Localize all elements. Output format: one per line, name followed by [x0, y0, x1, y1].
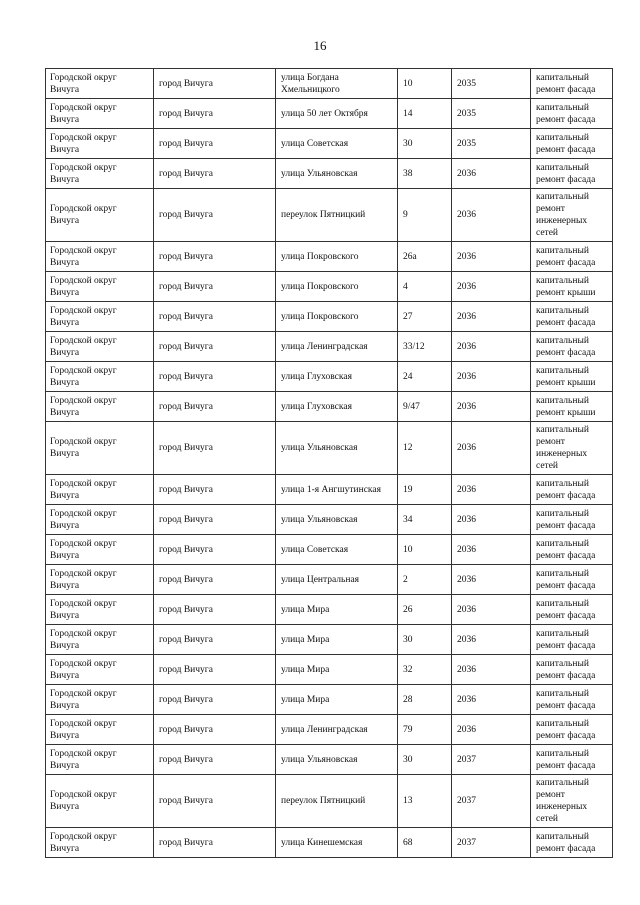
table-row [46, 565, 613, 595]
house-number-cell: 30 [398, 625, 452, 655]
city-cell: город Вичуга [154, 685, 276, 715]
house-number-cell: 12 [398, 422, 452, 475]
city-cell: город Вичуга [154, 129, 276, 159]
city-cell: город Вичуга [154, 655, 276, 685]
year-cell: 2036 [452, 159, 531, 189]
work-type-cell: капитальный ремонт фасада [531, 828, 613, 858]
year-cell: 2037 [452, 828, 531, 858]
work-type-cell: капитальный ремонт фасада [531, 302, 613, 332]
house-number-cell: 79 [398, 715, 452, 745]
street-cell: улица 1-я Ангшутинская [276, 475, 398, 505]
house-number-cell: 33/12 [398, 332, 452, 362]
district-cell: Городской округ Вичуга [46, 69, 154, 99]
table-row [46, 129, 613, 159]
city-cell: город Вичуга [154, 775, 276, 828]
district-cell: Городской округ Вичуга [46, 332, 154, 362]
year-cell: 2035 [452, 129, 531, 159]
city-cell: город Вичуга [154, 272, 276, 302]
street-cell: улица Ленинградская [276, 715, 398, 745]
table-row [46, 189, 613, 242]
table-row [46, 625, 613, 655]
city-cell: город Вичуга [154, 69, 276, 99]
work-type-cell: капитальный ремонт фасада [531, 715, 613, 745]
district-cell: Городской округ Вичуга [46, 745, 154, 775]
street-cell: улица Ульяновская [276, 745, 398, 775]
work-type-cell: капитальный ремонт крыши [531, 272, 613, 302]
house-number-cell: 28 [398, 685, 452, 715]
district-cell: Городской округ Вичуга [46, 272, 154, 302]
year-cell: 2036 [452, 422, 531, 475]
district-cell: Городской округ Вичуга [46, 422, 154, 475]
work-type-cell: капитальный ремонт фасада [531, 595, 613, 625]
work-type-cell: капитальный ремонт фасада [531, 332, 613, 362]
year-cell: 2036 [452, 302, 531, 332]
year-cell: 2037 [452, 775, 531, 828]
work-type-cell: капитальный ремонт фасада [531, 565, 613, 595]
district-cell: Городской округ Вичуга [46, 362, 154, 392]
street-cell: улица Мира [276, 655, 398, 685]
table-row [46, 505, 613, 535]
work-type-cell: капитальный ремонт фасада [531, 655, 613, 685]
district-cell: Городской округ Вичуга [46, 625, 154, 655]
year-cell: 2035 [452, 99, 531, 129]
city-cell: город Вичуга [154, 745, 276, 775]
house-number-cell: 14 [398, 99, 452, 129]
house-number-cell: 38 [398, 159, 452, 189]
city-cell: город Вичуга [154, 362, 276, 392]
street-cell: улица Ульяновская [276, 159, 398, 189]
street-cell: переулок Пятницкий [276, 189, 398, 242]
district-cell: Городской округ Вичуга [46, 99, 154, 129]
house-number-cell: 27 [398, 302, 452, 332]
repair-schedule-table [45, 68, 613, 858]
year-cell: 2036 [452, 505, 531, 535]
district-cell: Городской округ Вичуга [46, 775, 154, 828]
district-cell: Городской округ Вичуга [46, 565, 154, 595]
work-type-cell: капитальный ремонт крыши [531, 362, 613, 392]
city-cell: город Вичуга [154, 302, 276, 332]
year-cell: 2036 [452, 535, 531, 565]
district-cell: Городской округ Вичуга [46, 505, 154, 535]
table-row [46, 475, 613, 505]
street-cell: улица 50 лет Октября [276, 99, 398, 129]
house-number-cell: 10 [398, 535, 452, 565]
city-cell: город Вичуга [154, 475, 276, 505]
city-cell: город Вичуга [154, 535, 276, 565]
city-cell: город Вичуга [154, 242, 276, 272]
street-cell: улица Ульяновская [276, 505, 398, 535]
table-row [46, 302, 613, 332]
year-cell: 2036 [452, 715, 531, 745]
table-row [46, 745, 613, 775]
street-cell: улица Глуховская [276, 362, 398, 392]
year-cell: 2036 [452, 242, 531, 272]
work-type-cell: капитальный ремонт крыши [531, 392, 613, 422]
table-row [46, 715, 613, 745]
table-row [46, 422, 613, 475]
house-number-cell: 24 [398, 362, 452, 392]
house-number-cell: 9 [398, 189, 452, 242]
page-number: 16 [313, 38, 327, 53]
table-row [46, 332, 613, 362]
table-row [46, 392, 613, 422]
city-cell: город Вичуга [154, 505, 276, 535]
year-cell: 2036 [452, 595, 531, 625]
house-number-cell: 10 [398, 69, 452, 99]
street-cell: улица Глуховская [276, 392, 398, 422]
street-cell: улица Мира [276, 625, 398, 655]
work-type-cell: капитальный ремонт фасада [531, 745, 613, 775]
city-cell: город Вичуга [154, 159, 276, 189]
street-cell: улица Мира [276, 595, 398, 625]
table-row [46, 69, 613, 99]
city-cell: город Вичуга [154, 715, 276, 745]
year-cell: 2036 [452, 625, 531, 655]
city-cell: город Вичуга [154, 392, 276, 422]
work-type-cell: капитальный ремонт инженерных сетей [531, 775, 613, 828]
city-cell: город Вичуга [154, 565, 276, 595]
table-row [46, 655, 613, 685]
street-cell: переулок Пятницкий [276, 775, 398, 828]
table-row [46, 159, 613, 189]
district-cell: Городской округ Вичуга [46, 475, 154, 505]
street-cell: улица Советская [276, 129, 398, 159]
district-cell: Городской округ Вичуга [46, 535, 154, 565]
year-cell: 2036 [452, 272, 531, 302]
work-type-cell: капитальный ремонт фасада [531, 242, 613, 272]
table-row [46, 595, 613, 625]
street-cell: улица Ленинградская [276, 332, 398, 362]
house-number-cell: 9/47 [398, 392, 452, 422]
city-cell: город Вичуга [154, 828, 276, 858]
work-type-cell: капитальный ремонт фасада [531, 129, 613, 159]
house-number-cell: 26 [398, 595, 452, 625]
street-cell: улица Богдана Хмельницкого [276, 69, 398, 99]
year-cell: 2036 [452, 475, 531, 505]
work-type-cell: капитальный ремонт фасада [531, 475, 613, 505]
year-cell: 2036 [452, 392, 531, 422]
house-number-cell: 68 [398, 828, 452, 858]
street-cell: улица Центральная [276, 565, 398, 595]
year-cell: 2035 [452, 69, 531, 99]
district-cell: Городской округ Вичуга [46, 189, 154, 242]
table-row [46, 242, 613, 272]
year-cell: 2036 [452, 189, 531, 242]
work-type-cell: капитальный ремонт фасада [531, 159, 613, 189]
street-cell: улица Мира [276, 685, 398, 715]
street-cell: улица Кинешемская [276, 828, 398, 858]
year-cell: 2037 [452, 745, 531, 775]
work-type-cell: капитальный ремонт фасада [531, 685, 613, 715]
city-cell: город Вичуга [154, 99, 276, 129]
work-type-cell: капитальный ремонт инженерных сетей [531, 189, 613, 242]
house-number-cell: 32 [398, 655, 452, 685]
district-cell: Городской округ Вичуга [46, 828, 154, 858]
year-cell: 2036 [452, 332, 531, 362]
year-cell: 2036 [452, 685, 531, 715]
table-row [46, 535, 613, 565]
house-number-cell: 26а [398, 242, 452, 272]
table-row [46, 99, 613, 129]
city-cell: город Вичуга [154, 189, 276, 242]
table-body [46, 69, 613, 858]
city-cell: город Вичуга [154, 332, 276, 362]
house-number-cell: 34 [398, 505, 452, 535]
table-row [46, 685, 613, 715]
house-number-cell: 19 [398, 475, 452, 505]
street-cell: улица Советская [276, 535, 398, 565]
work-type-cell: капитальный ремонт фасада [531, 69, 613, 99]
house-number-cell: 2 [398, 565, 452, 595]
house-number-cell: 30 [398, 129, 452, 159]
street-cell: улица Покровского [276, 302, 398, 332]
house-number-cell: 4 [398, 272, 452, 302]
city-cell: город Вичуга [154, 625, 276, 655]
district-cell: Городской округ Вичуга [46, 129, 154, 159]
work-type-cell: капитальный ремонт фасада [531, 625, 613, 655]
street-cell: улица Покровского [276, 242, 398, 272]
work-type-cell: капитальный ремонт фасада [531, 505, 613, 535]
work-type-cell: капитальный ремонт инженерных сетей [531, 422, 613, 475]
year-cell: 2036 [452, 655, 531, 685]
work-type-cell: капитальный ремонт фасада [531, 99, 613, 129]
city-cell: город Вичуга [154, 595, 276, 625]
year-cell: 2036 [452, 565, 531, 595]
work-type-cell: капитальный ремонт фасада [531, 535, 613, 565]
district-cell: Городской округ Вичуга [46, 595, 154, 625]
table-row [46, 775, 613, 828]
street-cell: улица Покровского [276, 272, 398, 302]
city-cell: город Вичуга [154, 422, 276, 475]
table-row [46, 272, 613, 302]
district-cell: Городской округ Вичуга [46, 242, 154, 272]
district-cell: Городской округ Вичуга [46, 392, 154, 422]
district-cell: Городской округ Вичуга [46, 715, 154, 745]
street-cell: улица Ульяновская [276, 422, 398, 475]
district-cell: Городской округ Вичуга [46, 159, 154, 189]
year-cell: 2036 [452, 362, 531, 392]
district-cell: Городской округ Вичуга [46, 302, 154, 332]
district-cell: Городской округ Вичуга [46, 685, 154, 715]
district-cell: Городской округ Вичуга [46, 655, 154, 685]
house-number-cell: 30 [398, 745, 452, 775]
house-number-cell: 13 [398, 775, 452, 828]
table-row [46, 828, 613, 858]
table-row [46, 362, 613, 392]
